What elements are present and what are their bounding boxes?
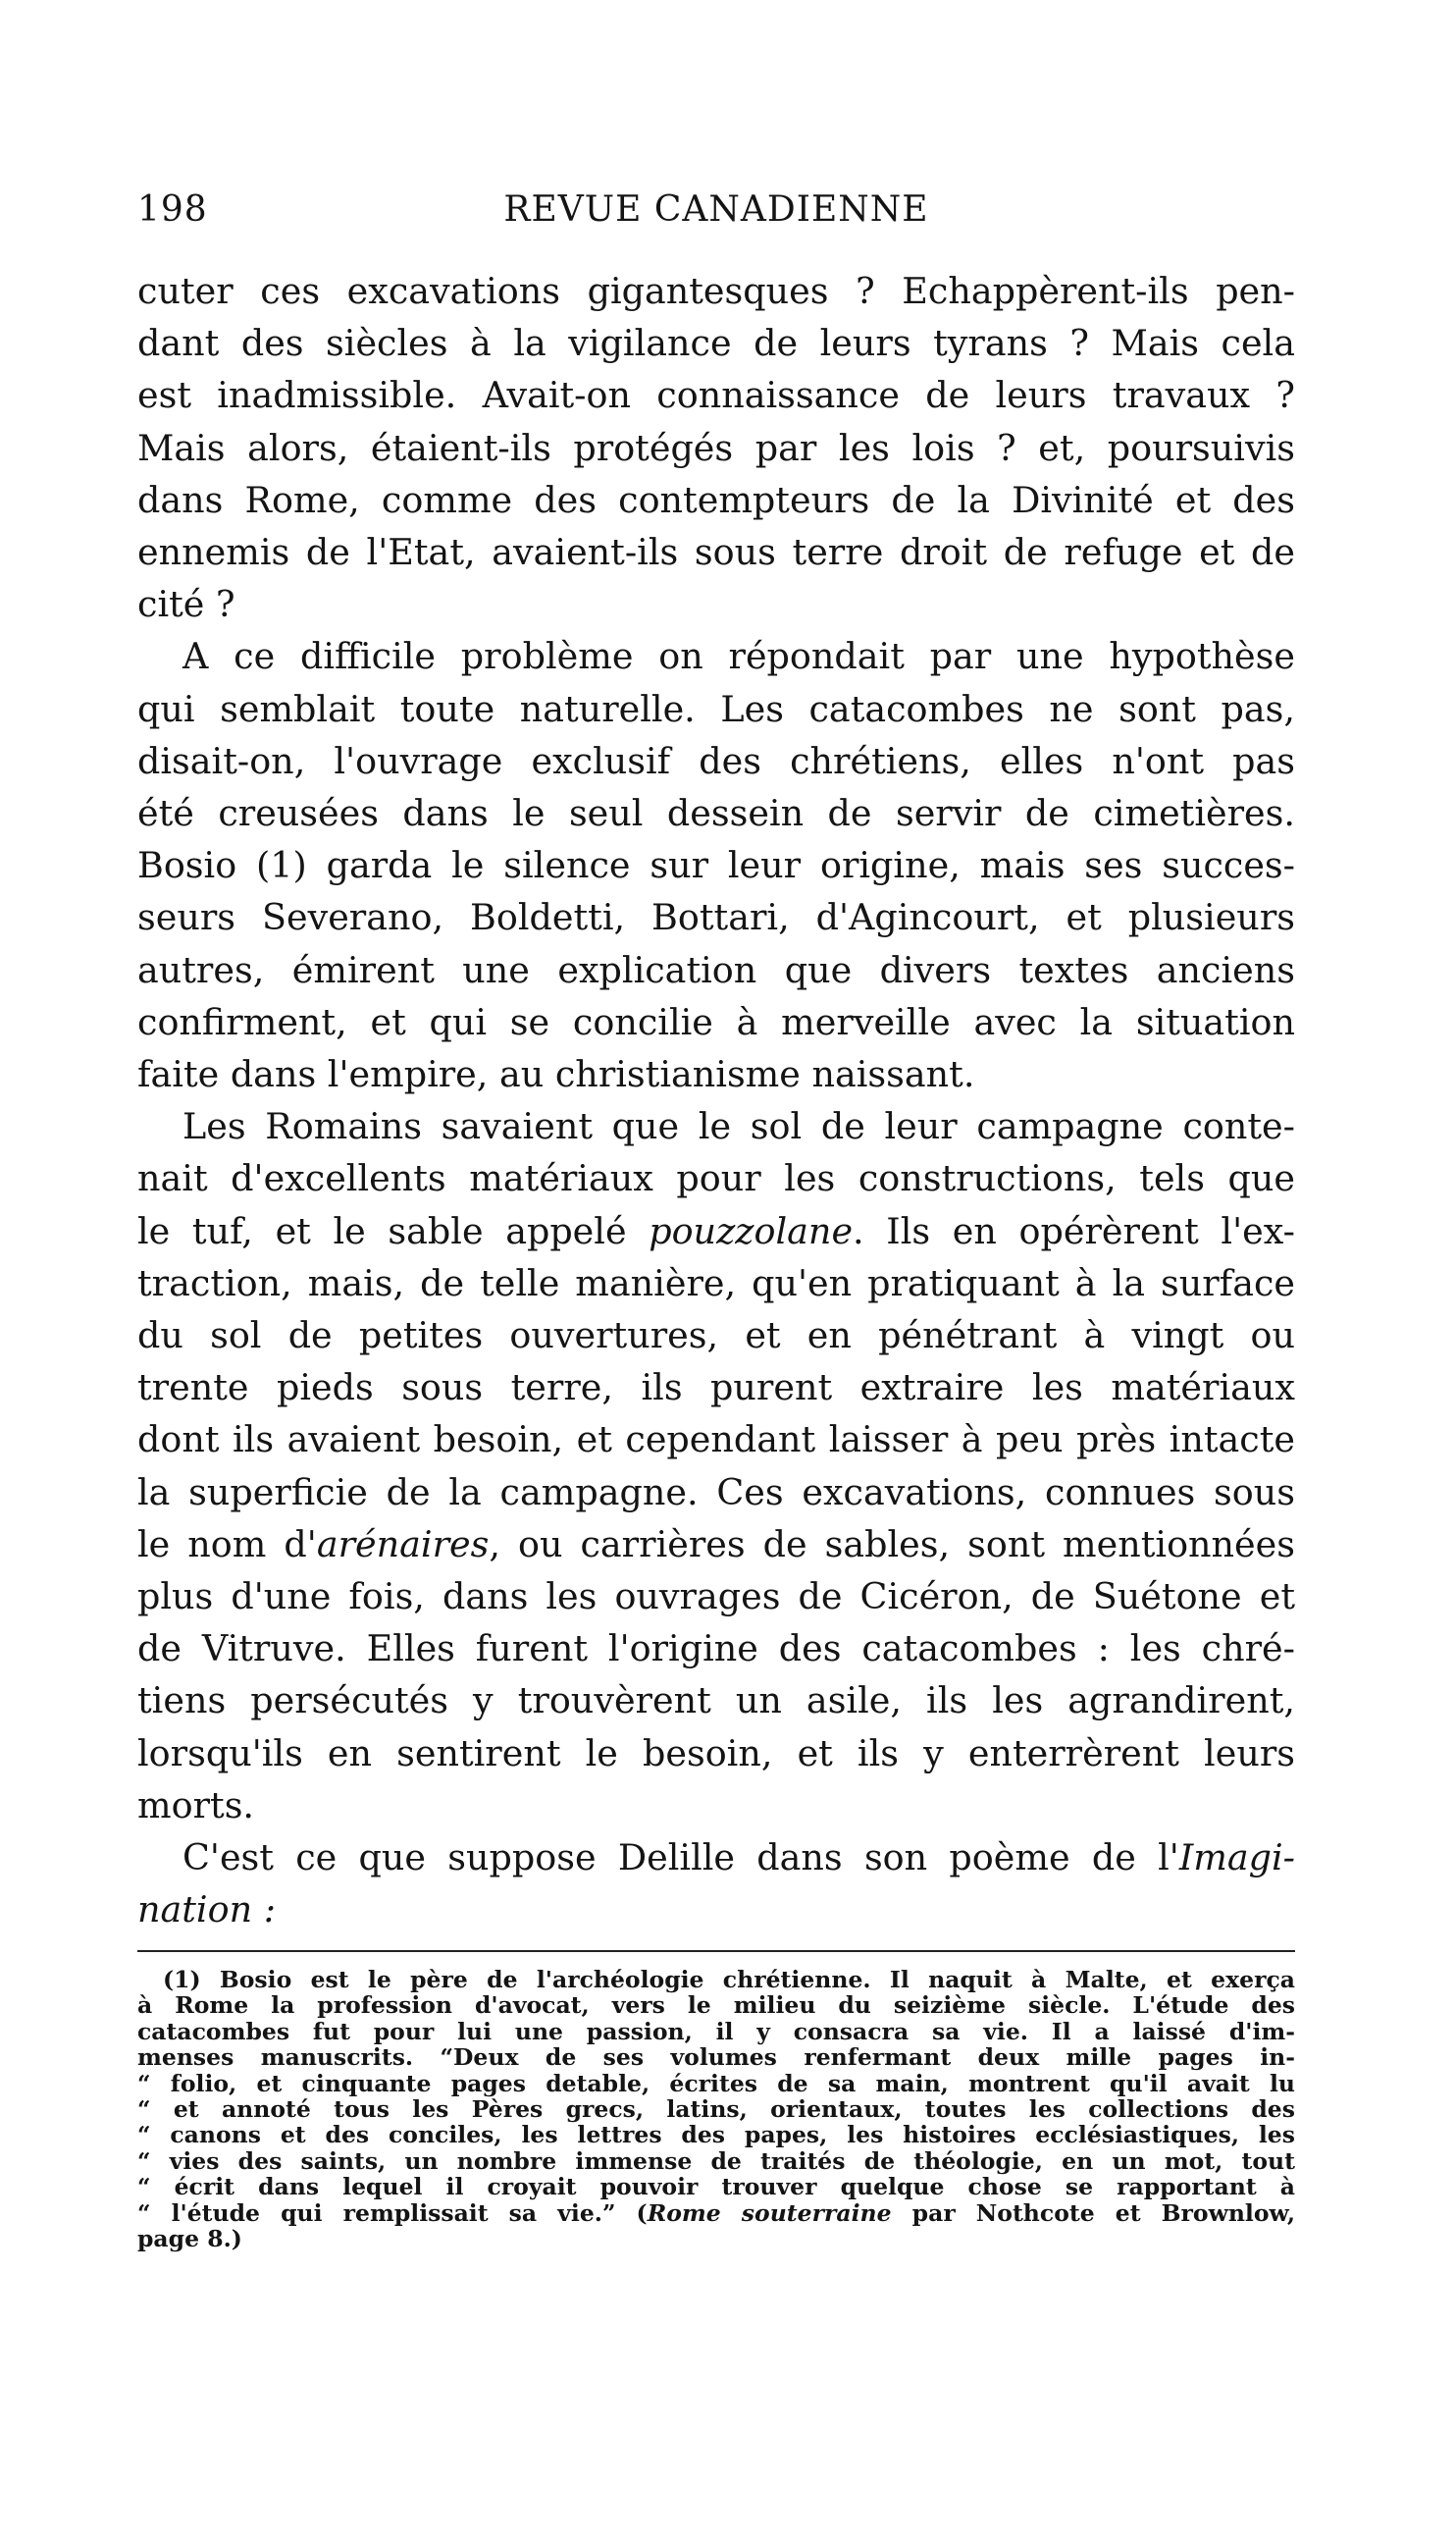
text-line: faite dans l'empire, au christianisme naissant. bbox=[137, 1053, 975, 1096]
text-line: nait d'excellents matériaux pour les constructions, tels que bbox=[137, 1157, 1295, 1200]
text-line: seurs Severano, Boldetti, Bottari, d'Agincourt, et plusieurs bbox=[137, 896, 1295, 939]
footnote-line: “ folio, et cinquante pages detable, écrites de sa main, montrent qu'il avait lu bbox=[137, 2069, 1295, 2097]
text-line: le tuf, et le sable appelé pouzzolane. Ils en opérèrent l'ex- bbox=[137, 1209, 1295, 1252]
text-line: traction, mais, de telle manière, qu'en pratiquant à la surface bbox=[137, 1261, 1295, 1304]
text-line: autres, émirent une explication que divers textes anciens bbox=[137, 948, 1295, 991]
text-line: A ce difficile problème on répondait par une hypothèse bbox=[182, 635, 1295, 678]
text-line: dont ils avaient besoin, et cependant laisser à peu près intacte bbox=[137, 1418, 1295, 1461]
text-line: été creusées dans le seul dessein de servir de cimetières. bbox=[137, 792, 1295, 835]
text-line: Bosio (1) garda le silence sur leur origine, mais ses succes- bbox=[137, 844, 1295, 887]
footnote bbox=[137, 1967, 1295, 2251]
text-line: Les Romains savaient que le sol de leur campagne conte- bbox=[182, 1105, 1295, 1148]
text-line: nation : bbox=[137, 1888, 276, 1931]
text-line: confirment, et qui se concilie à merveille avec la situation bbox=[137, 1000, 1295, 1043]
text-line: C'est ce que suppose Delille dans son poème de l'Imagi- bbox=[182, 1836, 1295, 1879]
text-line: trente pieds sous terre, ils purent extraire les matériaux bbox=[137, 1366, 1295, 1409]
text-line: la superficie de la campagne. Ces excavations, connues sous bbox=[137, 1470, 1295, 1513]
text-line: est inadmissible. Avait-on connaissance de leurs travaux ? bbox=[137, 374, 1295, 417]
footnote-line: à Rome la profession d'avocat, vers le milieu du seizième siècle. L'étude des bbox=[137, 1991, 1295, 2020]
footnote-divider bbox=[137, 1950, 1295, 1952]
running-title: REVUE CANADIENNE bbox=[503, 189, 929, 230]
text-line: tiens persécutés y trouvèrent un asile, ils les agrandirent, bbox=[137, 1679, 1295, 1722]
text-line: disait-on, l'ouvrage exclusif des chrétiens, elles n'ont pas bbox=[137, 739, 1295, 782]
text-line: morts. bbox=[137, 1783, 255, 1826]
text-line: le nom d'arénaires, ou carrières de sables, sont mentionnées bbox=[137, 1522, 1295, 1565]
footnote-line: “ l'étude qui remplissait sa vie.” (Rome souterraine par Nothcote et Brownlow, bbox=[137, 2198, 1295, 2227]
text-line: lorsqu'ils en sentirent le besoin, et ils y enterrèrent leurs bbox=[137, 1731, 1295, 1774]
text-line: de Vitruve. Elles furent l'origine des catacombes : les chré- bbox=[137, 1627, 1295, 1670]
footnote-line: “ écrit dans lequel il croyait pouvoir trouver quelque chose se rapportant à bbox=[137, 2173, 1295, 2201]
footnote-line: menses manuscrits. “Deux de ses volumes renfermant deux mille pages in- bbox=[137, 2043, 1295, 2072]
footnote-line: (1) Bosio est le père de l'archéologie chrétienne. Il naquit à Malte, et exerça bbox=[163, 1966, 1295, 1993]
text-line: dans Rome, comme des contempteurs de la Divinité et des bbox=[137, 478, 1295, 521]
text-line: du sol de petites ouvertures, et en pénétrant à vingt ou bbox=[137, 1314, 1295, 1357]
footnote-line: “ canons et des conciles, les lettres des papes, les histoires ecclésiastiques, les bbox=[137, 2121, 1295, 2149]
footnote-line: “ et annoté tous les Pères grecs, latins, orientaux, toutes les collections des bbox=[137, 2095, 1295, 2124]
main-text bbox=[137, 265, 1295, 1936]
text-line: qui semblait toute naturelle. Les catacombes ne sont pas, bbox=[137, 687, 1295, 730]
text-line: cité ? bbox=[137, 583, 235, 626]
running-header bbox=[137, 189, 1295, 238]
text-line: plus d'une fois, dans les ouvrages de Cicéron, de Suétone et bbox=[137, 1575, 1295, 1618]
text-line: dant des siècles à la vigilance de leurs tyrans ? Mais cela bbox=[137, 322, 1295, 365]
page-number: 198 bbox=[137, 189, 208, 230]
text-line: Mais alors, étaient-ils protégés par les lois ? et, poursuivis bbox=[137, 426, 1295, 469]
footnote-line: catacombes fut pour lui une passion, il y consacra sa vie. Il a laissé d'im- bbox=[137, 2017, 1295, 2045]
footnote-line: page 8.) bbox=[137, 2225, 242, 2253]
footnote-line: “ vies des saints, un nombre immense de traités de théologie, en un mot, tout bbox=[137, 2146, 1295, 2175]
text-line: cuter ces excavations gigantesques ? Echappèrent-ils pen- bbox=[137, 270, 1295, 312]
text-line: ennemis de l'Etat, avaient-ils sous terre droit de refuge et de bbox=[137, 531, 1295, 574]
